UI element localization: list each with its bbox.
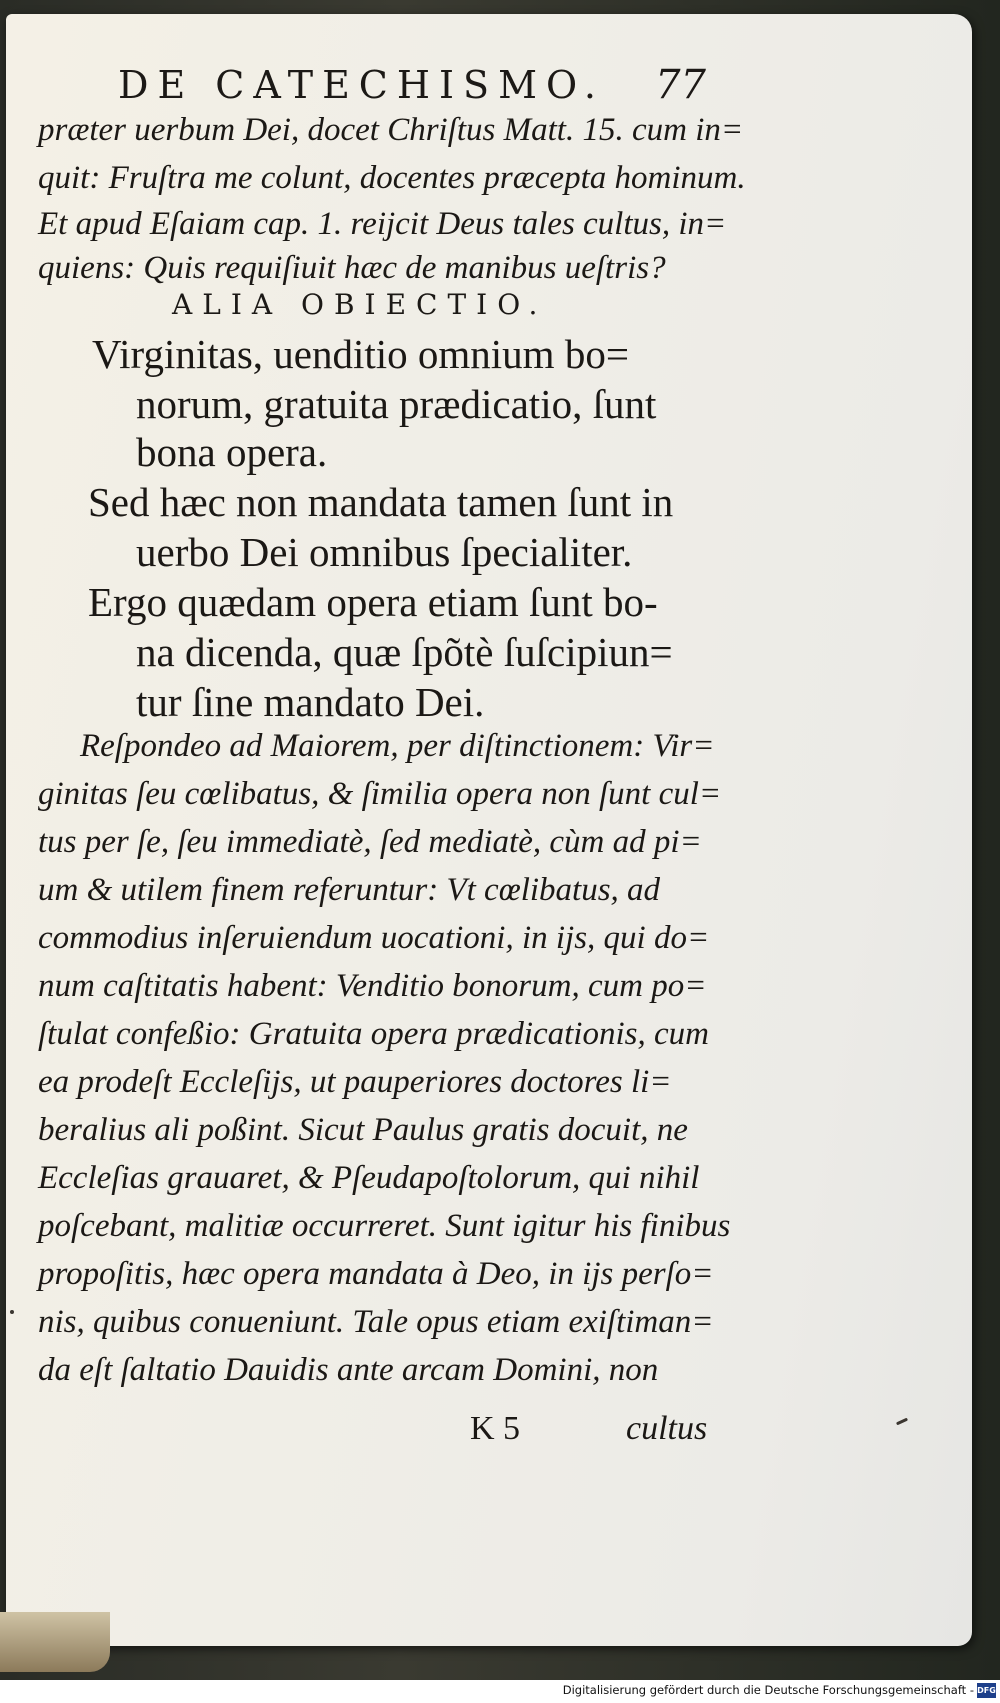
footer-bar [0,1680,1000,1703]
response-line: ſtulat confeßio: Gratuita opera prӕdicationis, cum [38,1016,709,1052]
catchword: cultus [626,1410,708,1447]
conclusion-line: na dicenda, quӕ ſpõtè ſuſcipiun= [136,629,673,675]
conclusion-line: tur ſine mandato Dei. [136,679,485,725]
response-line: tus per ſe, ſeu immediatè, ſed mediatè, cùm ad pi= [38,824,702,860]
page-edge [0,1612,110,1672]
dfg-logo: DFG [977,1683,996,1698]
page-number: 77 [655,62,706,108]
response-line: beralius ali poßint. Sicut Paulus gratis docuit, ne [38,1112,688,1148]
response-line: num caſtitatis habent: Venditio bonorum, cum po= [38,968,707,1004]
response-line: nis, quibus conueniunt. Tale opus etiam exiſtiman= [38,1304,714,1340]
response-line: Reſpondeo ad Maiorem, per diſtinctionem: Vir= [80,728,715,764]
minor-premise-line: uerbo Dei omnibus ſpecialiter. [136,529,633,575]
text-line: Et apud Eſaiam cap. 1. reijcit Deus tales cultus, in= [38,206,727,242]
response-line: commodius inſeruiendum uocationi, in ijs, qui do= [38,920,710,956]
response-line: um & utilem finem referuntur: Vt cœlibatus, ad [38,872,661,908]
text-line: quit: Fruſtra me colunt, docentes prӕcepta hominum. [38,160,746,196]
major-premise-line: Virginitas, uenditio omnium bo= [92,331,629,377]
section-heading: ALIA OBIECTIO. [172,288,548,321]
response-line: ginitas ſeu cœlibatus, & ſimilia opera non ſunt cul= [38,776,722,812]
response-line: Eccleſias grauaret, & Pſeudapoſtolorum, qui nihil [38,1160,700,1196]
text-line: prӕter uerbum Dei, docet Chriſtus Matt. 15. cum in= [38,112,744,148]
response-line: ea prodeſt Eccleſijs, ut pauperiores doctores li= [38,1064,672,1100]
running-title: DE CATECHISMO. [118,63,605,107]
ink-speck [10,1310,14,1314]
text-line: quiens: Quis requiſiuit hӕc de manibus ueſtris? [38,250,666,286]
response-line: poſcebant, malitiӕ occurreret. Sunt igitur his finibus [38,1208,731,1244]
conclusion-line: Ergo quӕdam opera etiam ſunt bo- [88,579,658,625]
response-line: propoſitis, hӕc opera mandata à Deo, in ijs perſo= [38,1256,714,1292]
running-head [118,62,708,112]
signature-mark: K 5 [470,1410,521,1447]
footer-credit: Digitalisierung gefördert durch die Deutsche Forschungsgemeinschaft - [562,1683,974,1697]
major-premise-line: norum, gratuita prӕdicatio, ſunt [136,381,657,427]
major-premise-line: bona opera. [136,429,328,475]
response-line: da eſt ſaltatio Dauidis ante arcam Domini, non [38,1352,659,1388]
minor-premise-line: Sed hӕc non mandata tamen ſunt in [88,479,674,525]
